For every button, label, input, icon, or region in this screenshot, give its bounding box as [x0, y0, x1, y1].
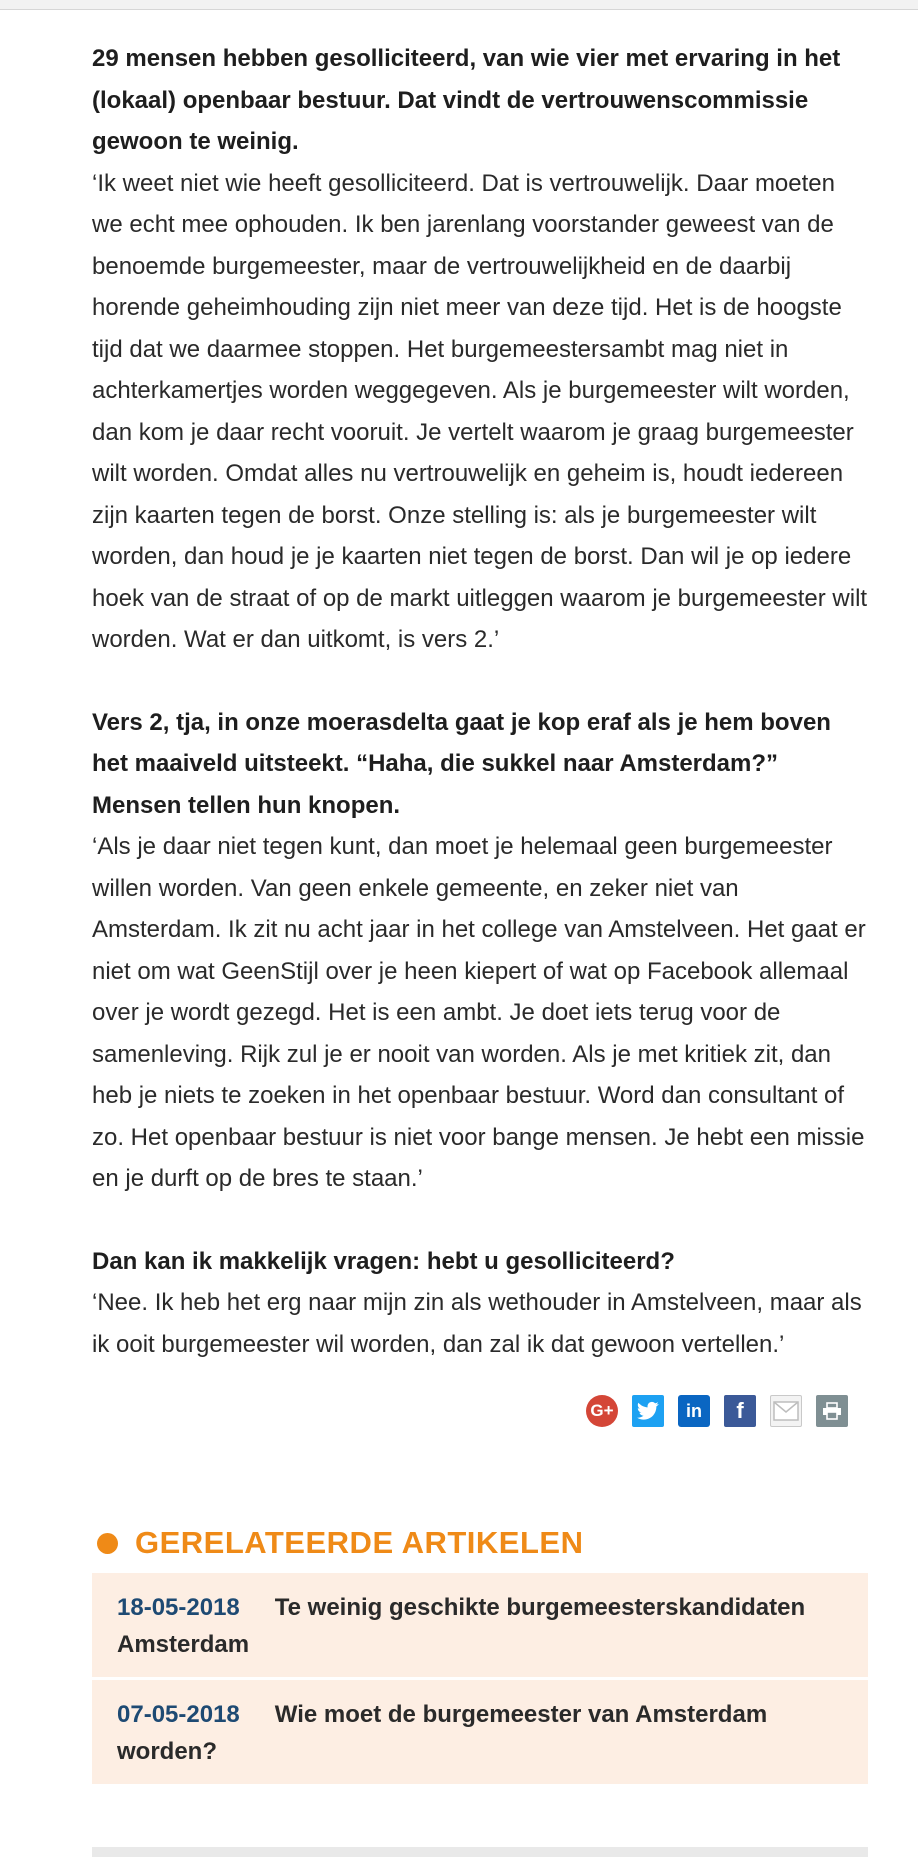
print-button[interactable] [816, 1395, 848, 1427]
top-bar [0, 0, 918, 10]
related-article-title: Wie moet de burgemeester van Amsterdam worden? [117, 1701, 768, 1765]
related-header [92, 1525, 868, 1561]
interview-question: Vers 2, tja, in onze moerasdelta gaat je kop eraf als je hem boven het maaiveld uitsteekt. “Haha, die sukkel naar Amsterdam?” Mensen tellen hun knopen. [92, 708, 831, 819]
twitter-share-button[interactable] [632, 1395, 664, 1427]
linkedin-icon: in [686, 1400, 702, 1421]
linkedin-share-button[interactable] [678, 1395, 710, 1427]
twitter-icon [637, 1401, 659, 1421]
qa-section [92, 1241, 872, 1366]
interview-question: 29 mensen hebben gesolliciteerd, van wie vier met ervaring in het (lokaal) openbaar bestuur. Dat vindt de vertrouwenscommissie gewoon te weinig. [92, 45, 841, 155]
mail-share-button[interactable] [770, 1395, 802, 1427]
interview-answer: ‘Als je daar niet tegen kunt, dan moet je helemaal geen burgemeester willen worden. Van geen enkele gemeente, en zeker niet van Amsterdam. Ik zit nu acht jaar in het college van Amstelveen. Het gaat er niet om wat GeenStijl over je heen kiepert of wat op Facebook allemaal over je wordt gezegd. Het is een ambt. Je doet iets terug voor de samenleving. Rijk zul je er nooit van worden. Als je met kritiek zit, dan heb je niets te zoeken in het openbaar bestuur. Word dan consultant of zo. Het openbaar bestuur is niet voor bange mensen. Je hebt een missie en je durft op de bres te staan.’ [92, 833, 866, 1192]
qa-section [92, 702, 872, 1200]
interview-answer: ‘Ik weet niet wie heeft gesolliciteerd. Dat is vertrouwelijk. Daar moeten we echt mee ophouden. Ik ben jarenlang voorstander geweest van de benoemde burgemeester, maar de vertrouwelijkheid en de daarbij horende geheimhouding zijn niet meer van deze tijd. Het is de hoogste tijd dat we daarmee stoppen. Het burgemeestersambt mag niet in achterkamertjes worden weggegeven. Als je burgemeester wilt worden, dan kom je daar recht vooruit. Je vertelt waarom je graag burgemeester wilt worden. Omdat alles nu vertrouwelijk en geheim is, houdt iedereen zijn kaarten tegen de borst. Onze stelling is: als je burgemeester wilt worden, dan houd je je kaarten niet tegen de borst. Dan wil je op iedere hoek van de straat of op de markt uitleggen waarom je burgemeester wilt worden. Wat er dan uitkomt, is vers 2.’ [92, 169, 868, 653]
related-article-link[interactable] [92, 1573, 868, 1677]
related-articles [92, 1525, 868, 1787]
google-plus-share-button[interactable] [586, 1395, 618, 1427]
related-article-date: 07-05-2018 [117, 1701, 240, 1728]
related-article-date: 18-05-2018 [117, 1594, 240, 1621]
google-plus-icon: G+ [590, 1401, 614, 1420]
facebook-icon: f [736, 1398, 744, 1423]
related-article-title: Te weinig geschikte burgemeesterskandidaten Amsterdam [117, 1594, 806, 1658]
share-bar [586, 1395, 848, 1427]
related-title: GERELATEERDE ARTIKELEN [135, 1525, 584, 1560]
bottom-bar [92, 1847, 868, 1857]
article-body [92, 38, 872, 1406]
qa-section [92, 38, 872, 661]
facebook-share-button[interactable] [724, 1395, 756, 1427]
print-icon [822, 1402, 842, 1420]
mail-icon [773, 1401, 799, 1421]
bullet-dot-icon [97, 1533, 118, 1554]
interview-answer: ‘Nee. Ik heb het erg naar mijn zin als wethouder in Amstelveen, maar als ik ooit burgemeester wil worden, dan zal ik dat gewoon vertellen.’ [92, 1289, 862, 1358]
related-article-link[interactable] [92, 1680, 868, 1784]
interview-question: Dan kan ik makkelijk vragen: hebt u gesolliciteerd? [92, 1247, 675, 1275]
